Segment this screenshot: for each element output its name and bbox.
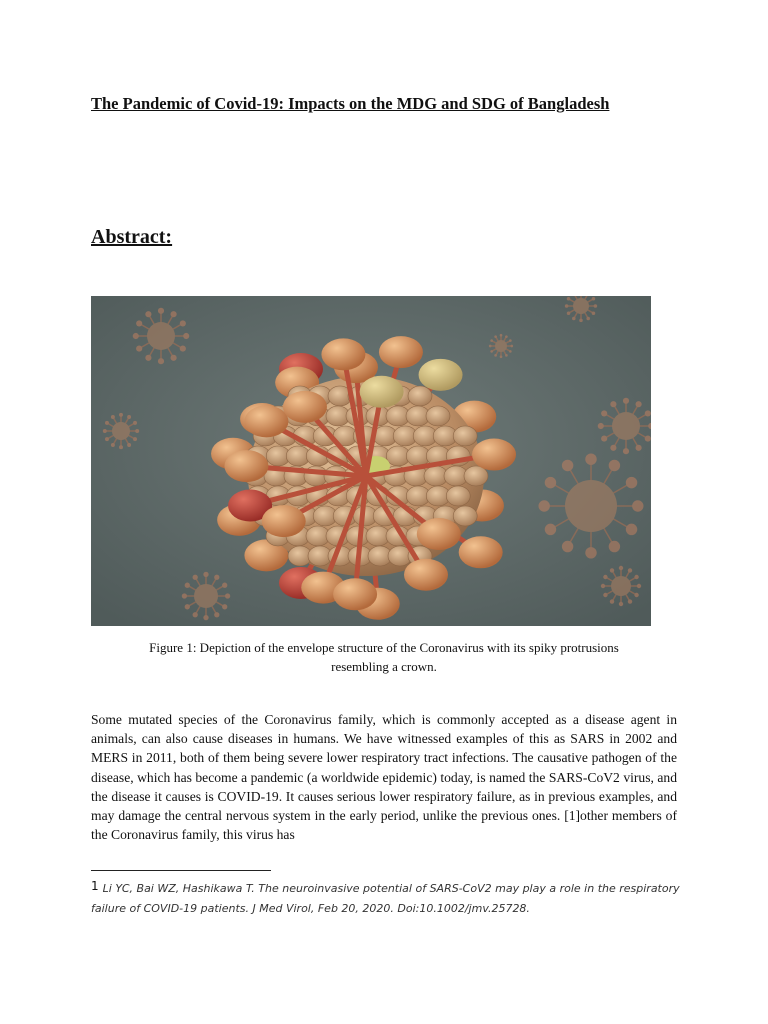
- figure-caption-line-1: Figure 1: Depiction of the envelope structure of the Coronavirus with its spiky protrusions: [149, 640, 619, 655]
- virus-surface-blob: [408, 386, 432, 406]
- virus-surface-blob: [453, 506, 477, 526]
- virus-surface-blob: [426, 406, 450, 426]
- figure-caption: [91, 638, 677, 676]
- coronavirus-figure: [91, 296, 651, 626]
- footnote-separator: [91, 870, 271, 871]
- footnote-text: Li YC, Bai WZ, Hashikawa T. The neuroinvasive potential of SARS-CoV2 may play a role in the respiratory failure of COVID-19 patients. J Med Virol, Feb 20, 2020. Doi:10.1002/jmv.25728.: [91, 882, 680, 915]
- abstract-body: Some mutated species of the Coronavirus family, which is commonly accepted as a disease agent in animals, can also cause diseases in humans. We have witnessed examples of this as SARS in 2002 and MERS in 2011, both of them being severe lower respiratory tract infections. The causative pathogen of the disease, which has become a pandemic (a worldwide epidemic) today, is named the SARS-CoV2 virus, and the disease it causes is COVID-19. It causes serious lower respiratory failure, as in previous examples, and may damage the central nervous system in the early period, unlike the previous ones. [1]other members of the Coronavirus family, this virus has: [91, 712, 677, 843]
- virus-surface-blob: [464, 466, 488, 486]
- coronavirus-illustration: [91, 296, 651, 626]
- virus-surface-blob: [453, 426, 477, 446]
- document-title: The Pandemic of Covid-19: Impacts on the MDG and SDG of Bangladesh: [91, 94, 610, 113]
- footnote: [91, 876, 691, 919]
- footnote-number: 1: [91, 879, 99, 893]
- figure-caption-line-2: resembling a crown.: [331, 659, 437, 674]
- abstract-heading: Abstract:: [91, 226, 173, 248]
- virus-surface-blob: [446, 486, 470, 506]
